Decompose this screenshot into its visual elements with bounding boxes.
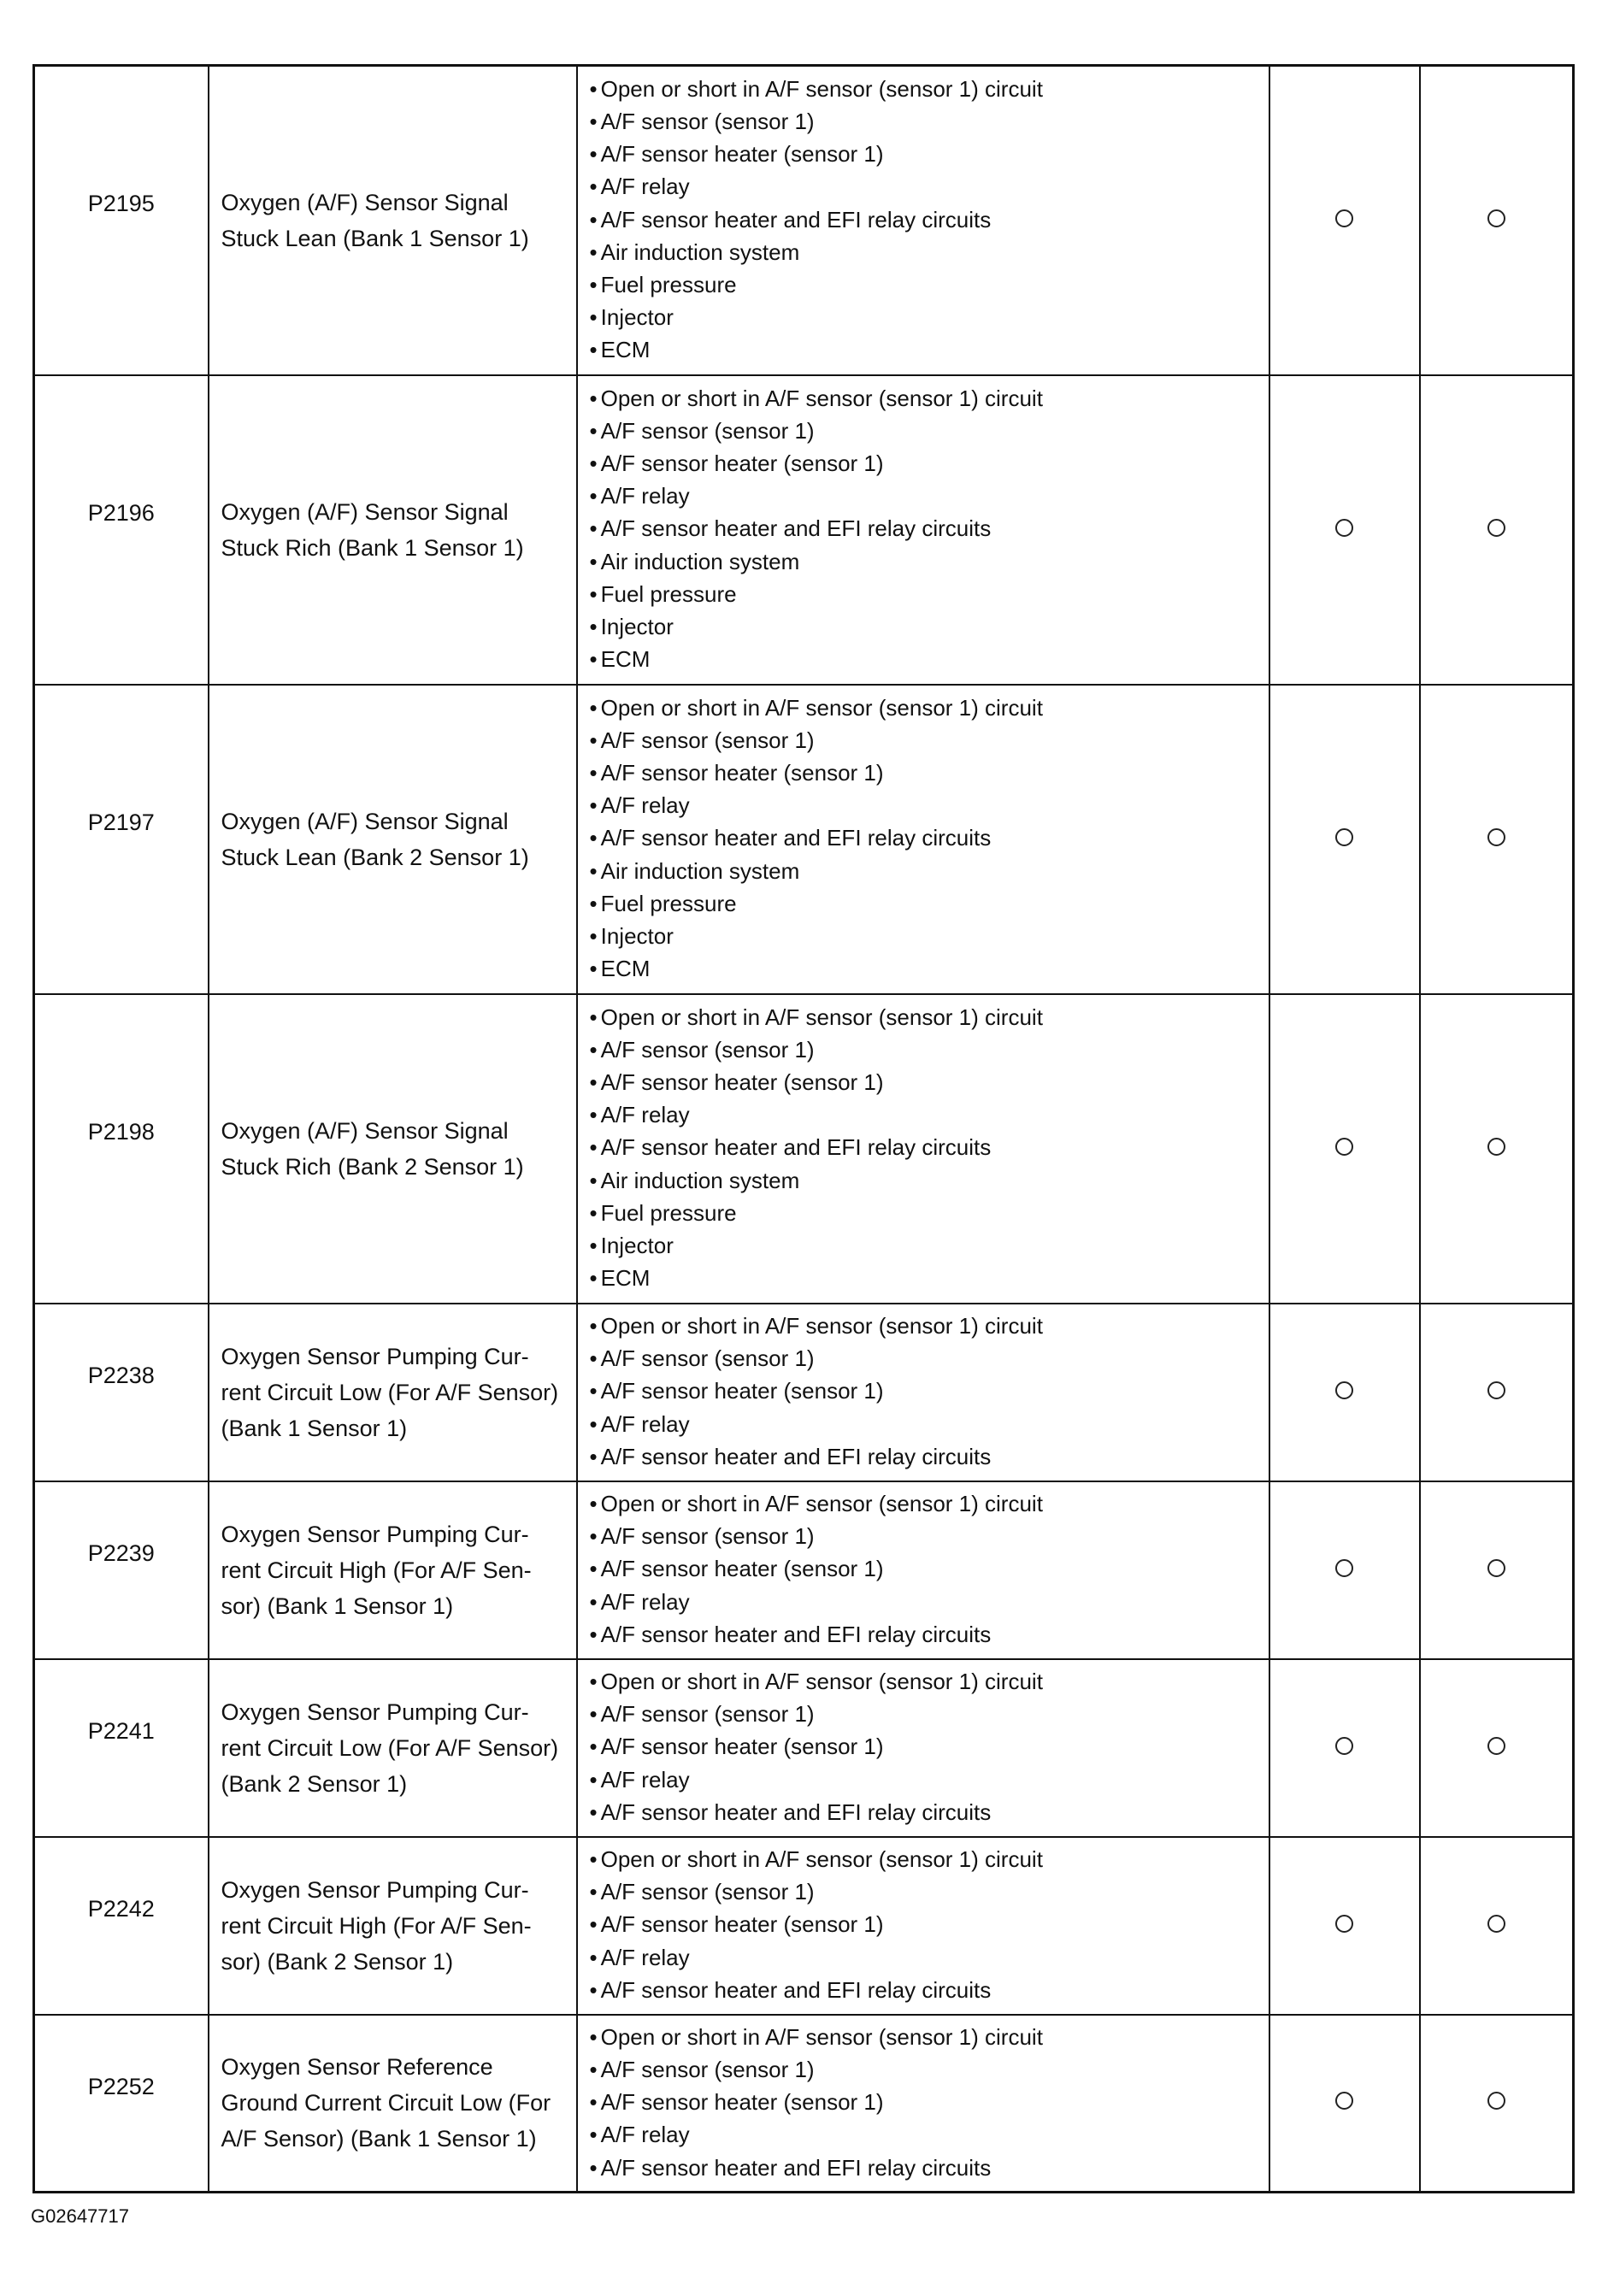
dtc-code: P2252 [34,2015,209,2193]
mark-cell-1 [1269,66,1420,375]
mark-cell-1 [1269,1481,1420,1659]
trouble-area [577,685,1269,994]
trouble-area-item: • A/F sensor heater (sensor 1) [590,757,1263,789]
detection-line: (Bank 1 Sensor 1) [221,1415,408,1441]
detection-line: Oxygen Sensor Pumping Cur- [221,1698,529,1725]
trouble-area-item: • A/F relay [590,480,1263,512]
detection-condition [209,1481,577,1659]
detection-line: rent Circuit Low (For A/F Sensor) [221,1734,559,1761]
trouble-area-item: • A/F relay [590,1408,1263,1440]
trouble-area [577,994,1269,1304]
table-row [34,1481,1574,1659]
mark-cell-2 [1420,1659,1574,1837]
trouble-area-list [590,73,1263,367]
trouble-area-item: • A/F sensor (sensor 1) [590,415,1263,447]
trouble-area-item: • Air induction system [590,1164,1263,1197]
circle-mark-icon [1335,519,1353,537]
trouble-area-item: • A/F sensor (sensor 1) [590,724,1263,757]
detection-condition [209,994,577,1304]
trouble-area-item: • A/F sensor heater and EFI relay circuits [590,512,1263,545]
trouble-area-item: • A/F sensor heater and EFI relay circuits [590,2152,1263,2184]
table-row [34,1304,1574,1481]
mark-cell-2 [1420,1837,1574,2015]
circle-mark-icon [1487,1915,1505,1933]
detection-line: sor) (Bank 1 Sensor 1) [221,1592,454,1619]
circle-mark-icon [1335,1559,1353,1577]
trouble-area-item: • A/F sensor (sensor 1) [590,2053,1263,2086]
trouble-area-item: • A/F sensor heater and EFI relay circuits [590,1618,1263,1651]
trouble-area-item: • A/F relay [590,2118,1263,2151]
trouble-area-item: • Open or short in A/F sensor (sensor 1) circuit [590,73,1263,105]
table-row [34,685,1574,994]
trouble-area-item: • Injector [590,610,1263,643]
circle-mark-icon [1487,1381,1505,1399]
trouble-area-item: • A/F relay [590,1941,1263,1974]
trouble-area-item: • Fuel pressure [590,1197,1263,1229]
trouble-area-item: • A/F relay [590,170,1263,203]
detection-condition [209,66,577,375]
trouble-area-item: • A/F sensor heater and EFI relay circuits [590,203,1263,236]
detection-line: rent Circuit High (For A/F Sen- [221,1557,532,1583]
mark-cell-1 [1269,685,1420,994]
mark-cell-1 [1269,1837,1420,2015]
trouble-area-item: • A/F sensor heater and EFI relay circuits [590,1131,1263,1163]
trouble-area-item: • A/F relay [590,1586,1263,1618]
trouble-area [577,1481,1269,1659]
trouble-area-list [590,1843,1263,2006]
trouble-area-item: • Air induction system [590,545,1263,578]
circle-mark-icon [1335,209,1353,227]
mark-cell-2 [1420,375,1574,685]
mark-cell-2 [1420,685,1574,994]
trouble-area [577,1837,1269,2015]
mark-cell-2 [1420,1304,1574,1481]
detection-condition [209,685,577,994]
detection-condition [209,1837,577,2015]
detection-line: rent Circuit Low (For A/F Sensor) [221,1379,559,1405]
trouble-area-list [590,1665,1263,1828]
trouble-area-item: • A/F sensor heater (sensor 1) [590,1730,1263,1763]
circle-mark-icon [1335,828,1353,846]
trouble-area-list [590,1310,1263,1473]
trouble-area-item: • Open or short in A/F sensor (sensor 1) circuit [590,1001,1263,1033]
figure-id: G02647717 [31,2205,129,2227]
detection-line: (Bank 2 Sensor 1) [221,1770,408,1797]
trouble-area-item: • A/F sensor heater (sensor 1) [590,138,1263,170]
trouble-area-item: • Open or short in A/F sensor (sensor 1) circuit [590,2021,1263,2053]
circle-mark-icon [1335,1737,1353,1755]
dtc-code: P2196 [34,375,209,685]
circle-mark-icon [1335,1381,1353,1399]
trouble-area-item: • A/F sensor heater (sensor 1) [590,1552,1263,1585]
mark-cell-1 [1269,1659,1420,1837]
trouble-area-item: • A/F sensor heater and EFI relay circuits [590,1440,1263,1473]
circle-mark-icon [1487,828,1505,846]
table-row [34,1837,1574,2015]
trouble-area-item: • A/F sensor heater (sensor 1) [590,1066,1263,1098]
detection-condition [209,1659,577,1837]
dtc-code: P2241 [34,1659,209,1837]
circle-mark-icon [1487,209,1505,227]
trouble-area-item: • A/F sensor (sensor 1) [590,1875,1263,1908]
trouble-area-item: • Open or short in A/F sensor (sensor 1) circuit [590,382,1263,415]
dtc-code: P2195 [34,66,209,375]
mark-cell-2 [1420,2015,1574,2193]
trouble-area [577,2015,1269,2193]
trouble-area-item: • A/F sensor heater (sensor 1) [590,1908,1263,1940]
trouble-area-item: • A/F sensor heater (sensor 1) [590,1375,1263,1407]
trouble-area [577,1304,1269,1481]
trouble-area-item: • ECM [590,333,1263,366]
trouble-area-item: • A/F sensor (sensor 1) [590,1033,1263,1066]
dtc-table-body [34,66,1574,2193]
detection-condition [209,1304,577,1481]
detection-line: rent Circuit High (For A/F Sen- [221,1912,532,1939]
trouble-area-item: • Fuel pressure [590,578,1263,610]
detection-condition [209,2015,577,2193]
circle-mark-icon [1335,1915,1353,1933]
trouble-area-item: • A/F relay [590,1763,1263,1796]
trouble-area-item: • ECM [590,643,1263,675]
table-row [34,2015,1574,2193]
trouble-area-list [590,692,1263,986]
trouble-area-item: • A/F relay [590,789,1263,821]
detection-line: Stuck Lean (Bank 1 Sensor 1) [221,225,529,251]
trouble-area-list [590,1487,1263,1651]
trouble-area-item: • Air induction system [590,855,1263,887]
mark-cell-1 [1269,375,1420,685]
trouble-area-list [590,1001,1263,1295]
trouble-area-item: • A/F sensor heater and EFI relay circuits [590,821,1263,854]
trouble-area-item: • A/F sensor (sensor 1) [590,1520,1263,1552]
trouble-area [577,66,1269,375]
detection-line: Stuck Rich (Bank 2 Sensor 1) [221,1153,524,1180]
mark-cell-2 [1420,66,1574,375]
trouble-area-item: • A/F relay [590,1098,1263,1131]
circle-mark-icon [1487,1737,1505,1755]
trouble-area-item: • ECM [590,1262,1263,1294]
trouble-area-item: • A/F sensor heater and EFI relay circuits [590,1796,1263,1828]
dtc-code: P2242 [34,1837,209,2015]
circle-mark-icon [1487,519,1505,537]
circle-mark-icon [1335,2092,1353,2110]
table-row [34,994,1574,1304]
trouble-area-item: • ECM [590,952,1263,985]
detection-line: Oxygen Sensor Reference [221,2054,493,2081]
dtc-code: P2238 [34,1304,209,1481]
trouble-area [577,1659,1269,1837]
detection-line: Oxygen Sensor Pumping Cur- [221,1876,529,1903]
detection-line: Oxygen Sensor Pumping Cur- [221,1343,529,1369]
trouble-area-item: • Air induction system [590,236,1263,268]
detection-line: sor) (Bank 2 Sensor 1) [221,1948,454,1975]
trouble-area-item: • Open or short in A/F sensor (sensor 1) circuit [590,1310,1263,1342]
trouble-area-item: • Fuel pressure [590,887,1263,920]
trouble-area-item: • Injector [590,301,1263,333]
trouble-area-item: • Open or short in A/F sensor (sensor 1) circuit [590,1665,1263,1698]
table-row [34,1659,1574,1837]
detection-line: Ground Current Circuit Low (For [221,2090,551,2116]
mark-cell-2 [1420,1481,1574,1659]
circle-mark-icon [1487,2092,1505,2110]
trouble-area-item: • A/F sensor heater (sensor 1) [590,447,1263,480]
mark-cell-1 [1269,1304,1420,1481]
detection-line: Stuck Rich (Bank 1 Sensor 1) [221,534,524,561]
table-row [34,66,1574,375]
trouble-area-item: • A/F sensor heater and EFI relay circuits [590,1974,1263,2006]
mark-cell-2 [1420,994,1574,1304]
trouble-area-item: • A/F sensor (sensor 1) [590,105,1263,138]
detection-line: A/F Sensor) (Bank 1 Sensor 1) [221,2126,537,2152]
mark-cell-1 [1269,994,1420,1304]
trouble-area-item: • Fuel pressure [590,268,1263,301]
circle-mark-icon [1335,1138,1353,1156]
dtc-code: P2198 [34,994,209,1304]
trouble-area-item: • A/F sensor (sensor 1) [590,1698,1263,1730]
dtc-code: P2197 [34,685,209,994]
detection-line: Oxygen (A/F) Sensor Signal [221,189,509,215]
trouble-area-item: • Injector [590,920,1263,952]
trouble-area-item: • Open or short in A/F sensor (sensor 1) circuit [590,1487,1263,1520]
trouble-area [577,375,1269,685]
detection-condition [209,375,577,685]
detection-line: Oxygen Sensor Pumping Cur- [221,1521,529,1547]
detection-line: Oxygen (A/F) Sensor Signal [221,808,509,834]
mark-cell-1 [1269,2015,1420,2193]
trouble-area-item: • A/F sensor heater (sensor 1) [590,2086,1263,2118]
detection-line: Oxygen (A/F) Sensor Signal [221,498,509,525]
dtc-code: P2239 [34,1481,209,1659]
trouble-area-item: • Injector [590,1229,1263,1262]
trouble-area-item: • A/F sensor (sensor 1) [590,1342,1263,1375]
trouble-area-item: • Open or short in A/F sensor (sensor 1) circuit [590,692,1263,724]
table-row [34,375,1574,685]
dtc-table [32,64,1575,2193]
detection-line: Oxygen (A/F) Sensor Signal [221,1117,509,1144]
trouble-area-item: • Open or short in A/F sensor (sensor 1) circuit [590,1843,1263,1875]
circle-mark-icon [1487,1138,1505,1156]
trouble-area-list [590,2021,1263,2184]
detection-line: Stuck Lean (Bank 2 Sensor 1) [221,844,529,870]
trouble-area-list [590,382,1263,676]
circle-mark-icon [1487,1559,1505,1577]
